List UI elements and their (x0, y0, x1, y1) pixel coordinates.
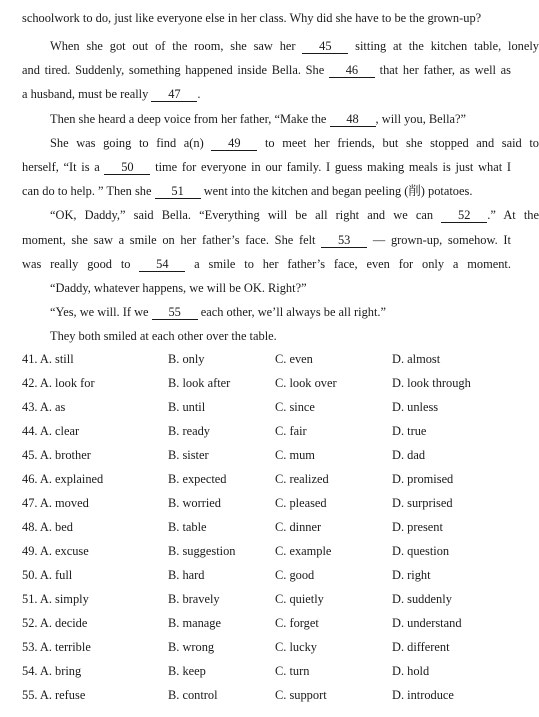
passage-text: each other, we’ll always be all right.” (197, 305, 387, 319)
option-c: C. pleased (275, 496, 327, 510)
option-d: D. introduce (392, 688, 454, 702)
option-d: D. hold (392, 664, 430, 678)
option-d: D. present (392, 520, 443, 534)
passage-text: She was going to find a(n) (50, 136, 212, 150)
passage-line (50, 280, 307, 296)
passage-text: “OK, Daddy,” said Bella. “Everything will be all right and we can (50, 208, 442, 222)
passage-text: herself, “It is a (22, 160, 105, 174)
answer-blank: 53 (321, 234, 367, 248)
option-row (0, 471, 533, 487)
option-a: 47. A. moved (22, 496, 89, 510)
option-row (0, 591, 533, 607)
option-b: B. suggestion (168, 544, 236, 558)
option-c: C. forget (275, 616, 319, 630)
option-b: B. look after (168, 376, 231, 390)
passage-text: sitting at the kitchen table, lonely (348, 39, 539, 53)
option-c: C. dinner (275, 520, 322, 534)
option-d: D. understand (392, 616, 462, 630)
option-b: B. bravely (168, 592, 220, 606)
passage-text: , will you, Bella?” (375, 112, 467, 126)
option-a: 46. A. explained (22, 472, 104, 486)
option-d: D. right (392, 568, 431, 582)
option-c: C. realized (275, 472, 329, 486)
option-row (0, 687, 533, 703)
passage-text: .” At the (487, 208, 539, 222)
answer-blank: 55 (152, 306, 198, 320)
option-a: 44. A. clear (22, 424, 80, 438)
passage-line (22, 62, 511, 78)
passage-line (50, 135, 539, 151)
passage-line (50, 304, 386, 320)
passage-line (22, 256, 511, 272)
passage-line (22, 232, 511, 248)
option-c: C. support (275, 688, 327, 702)
option-a: 45. A. brother (22, 448, 91, 462)
passage-text: that her father, as well as (374, 63, 512, 77)
answer-blank: 49 (211, 137, 257, 151)
option-b: B. control (168, 688, 218, 702)
passage-text: When she got out of the room, she saw her (50, 39, 303, 53)
option-c: C. fair (275, 424, 307, 438)
option-row (0, 399, 533, 415)
option-b: B. only (168, 352, 205, 366)
option-b: B. ready (168, 424, 210, 438)
option-b: B. until (168, 400, 206, 414)
passage-line (50, 111, 466, 127)
passage-line (22, 86, 201, 102)
option-a: 43. A. as (22, 400, 66, 414)
option-a: 55. A. refuse (22, 688, 86, 702)
option-row (0, 351, 533, 367)
option-a: 48. A. bed (22, 520, 73, 534)
option-row (0, 543, 533, 559)
answer-blank: 51 (155, 185, 201, 199)
option-b: B. worried (168, 496, 221, 510)
passage-text: time for everyone in our family. I guess making meals is just what I (150, 160, 511, 174)
option-a: 49. A. excuse (22, 544, 89, 558)
answer-blank: 45 (302, 40, 348, 54)
answer-blank: 50 (104, 161, 150, 175)
option-row (0, 615, 533, 631)
option-d: D. true (392, 424, 427, 438)
answer-blank: 52 (441, 209, 487, 223)
option-b: B. table (168, 520, 207, 534)
option-d: D. question (392, 544, 450, 558)
option-row (0, 447, 533, 463)
option-row (0, 639, 533, 655)
option-d: D. promised (392, 472, 454, 486)
option-a: 50. A. full (22, 568, 73, 582)
passage-text: “Yes, we will. If we (50, 305, 152, 319)
option-c: C. lucky (275, 640, 317, 654)
passage-line (22, 159, 511, 175)
passage-text: was really good to (22, 257, 140, 271)
option-b: B. wrong (168, 640, 215, 654)
passage-text: a husband, must be really (22, 87, 152, 101)
option-row (0, 495, 533, 511)
option-a: 52. A. decide (22, 616, 88, 630)
answer-blank: 54 (139, 258, 185, 272)
option-d: D. dad (392, 448, 426, 462)
passage-text: a smile to her father’s face, even for only a moment. (185, 257, 511, 271)
option-a: 42. A. look for (22, 376, 95, 390)
passage-line (22, 183, 472, 199)
option-d: D. unless (392, 400, 439, 414)
passage-text: moment, she saw a smile on her father’s face. She felt (22, 233, 322, 247)
option-a: 41. A. still (22, 352, 74, 366)
passage-text: . (197, 87, 201, 101)
option-row (0, 375, 533, 391)
answer-blank: 48 (330, 113, 376, 127)
option-c: C. mum (275, 448, 315, 462)
passage-line (50, 328, 277, 344)
option-row (0, 663, 533, 679)
option-d: D. surprised (392, 496, 453, 510)
passage-line (22, 10, 481, 26)
passage-line (50, 207, 539, 223)
passage-text: They both smiled at each other over the table. (50, 329, 277, 343)
passage-text: schoolwork to do, just like everyone else in her class. Why did she have to be the grown-up? (22, 11, 482, 25)
option-d: D. different (392, 640, 450, 654)
option-a: 53. A. terrible (22, 640, 91, 654)
passage-text: — grown-up, somehow. It (367, 233, 511, 247)
option-b: B. expected (168, 472, 227, 486)
option-b: B. sister (168, 448, 209, 462)
answer-blank: 47 (151, 88, 197, 102)
passage-text: to meet her friends, but she stopped and said to (257, 136, 539, 150)
option-d: D. suddenly (392, 592, 452, 606)
passage-text: “Daddy, whatever happens, we will be OK. Right?” (50, 281, 307, 295)
option-row (0, 423, 533, 439)
passage-text: can do to help. ” Then she (22, 184, 155, 198)
option-c: C. example (275, 544, 332, 558)
option-c: C. look over (275, 376, 337, 390)
option-b: B. manage (168, 616, 221, 630)
answer-blank: 46 (329, 64, 375, 78)
option-c: C. even (275, 352, 313, 366)
option-d: D. almost (392, 352, 441, 366)
option-a: 51. A. simply (22, 592, 89, 606)
option-c: C. since (275, 400, 315, 414)
option-row (0, 519, 533, 535)
passage-text: and tired. Suddenly, something happened inside Bella. She (22, 63, 329, 77)
option-c: C. turn (275, 664, 310, 678)
option-c: C. good (275, 568, 315, 582)
option-d: D. look through (392, 376, 471, 390)
option-row (0, 567, 533, 583)
passage-line (50, 38, 539, 54)
passage-text: Then she heard a deep voice from her father, “Make the (50, 112, 330, 126)
option-a: 54. A. bring (22, 664, 82, 678)
option-b: B. keep (168, 664, 206, 678)
option-b: B. hard (168, 568, 205, 582)
option-c: C. quietly (275, 592, 324, 606)
passage-text: went into the kitchen and began peeling (削) potatoes. (200, 184, 473, 198)
